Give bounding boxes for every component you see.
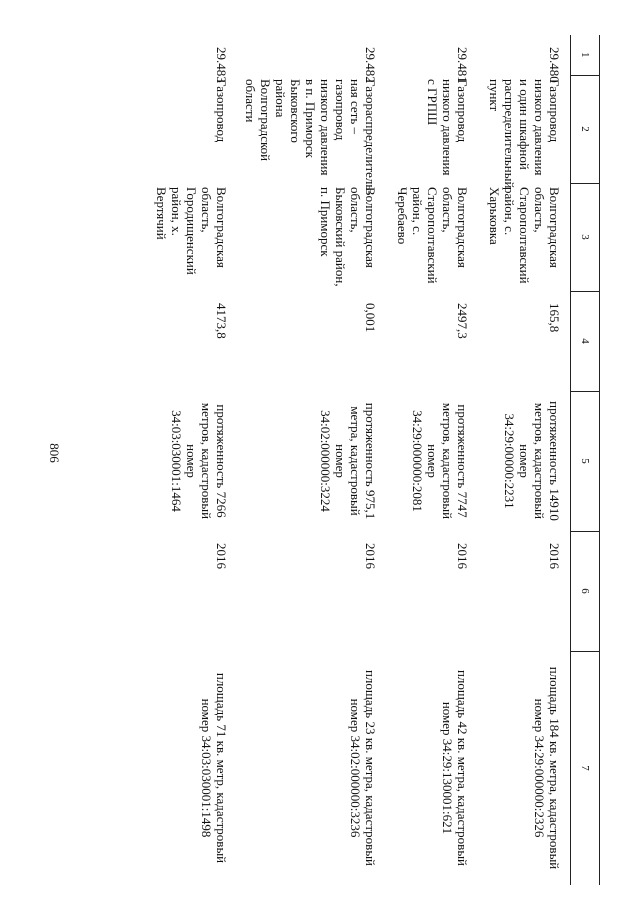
object-area: площадь 71 кв. метр, кадастровый номер 34:03:030001:1498 [199, 672, 229, 864]
object-area: площадь 42 кв. метра, кадастровый номер 34:29:130001:621 [440, 669, 470, 867]
object-location: Волгоградская область, Старополтавский район, с. Харьковка [487, 187, 562, 284]
row-number: 29.481 [455, 47, 470, 83]
table-row [237, 35, 386, 885]
column-number-row [571, 35, 600, 885]
object-location: Волгоградская область, Старополтавский район, с. Черебаево [395, 187, 470, 284]
column-number-6: 6 [571, 531, 600, 651]
object-year: 2016 [547, 543, 562, 569]
object-length: протяженность 975,1 метра, кадастровый номер 34:02:000000:3224 [318, 402, 378, 520]
row-number: 29.482 [363, 47, 378, 83]
column-number-1: 1 [571, 35, 600, 75]
table-row [131, 35, 237, 885]
object-name: Газопровод [214, 79, 229, 143]
column-number-2: 2 [571, 75, 600, 183]
table-container [88, 35, 600, 885]
object-location: Волгоградская область, Быковский район, п. Приморск [318, 187, 378, 287]
object-length: протяженность 7266 метров, кадастровый номер 34:03:030001:1464 [169, 402, 229, 520]
object-value: 4173,8 [214, 303, 229, 339]
rotated-page-area [88, 35, 600, 885]
column-number-5: 5 [571, 391, 600, 531]
object-value: 165,8 [547, 303, 562, 333]
object-name: Газопровод низкого давления и один шкафной распределительный пункт [487, 79, 562, 189]
page-number-container [48, 0, 60, 905]
object-value: 2497,3 [455, 303, 470, 339]
object-length: протяженность 7747 метров, кадастровый номер 34:29:000000:2081 [410, 402, 470, 520]
object-name: Газораспределитель-ная сеть – газопровод низкого давления в п. Приморск Быковского района Волгоградской области [243, 79, 378, 195]
row-number: 29.483 [214, 47, 229, 83]
table-row [386, 35, 478, 885]
object-area: площадь 23 кв. метра, кадастровый номер 34:02:000000:3236 [348, 669, 378, 867]
column-number-3: 3 [571, 183, 600, 291]
object-year: 2016 [214, 543, 229, 569]
row-number: 29.480 [547, 47, 562, 83]
page-number: 806 [47, 442, 62, 463]
object-area: площадь 184 кв. метра, кадастровый номер 34:29:000000:2326 [532, 666, 562, 870]
object-length: протяженность 14910 метров, кадастровый номер 34:29:00000:2231 [502, 401, 562, 521]
object-year: 2016 [455, 543, 470, 569]
object-location: Волгоградская область, Городищенский район, х. Вертячий [154, 187, 229, 275]
column-number-7: 7 [571, 651, 600, 885]
property-table [131, 35, 600, 885]
table-row [478, 35, 571, 885]
column-number-4: 4 [571, 291, 600, 391]
object-value: 0,001 [363, 303, 378, 333]
object-year: 2016 [363, 543, 378, 569]
object-name: Газопровод низкого давления с ГРПШ [425, 79, 470, 176]
